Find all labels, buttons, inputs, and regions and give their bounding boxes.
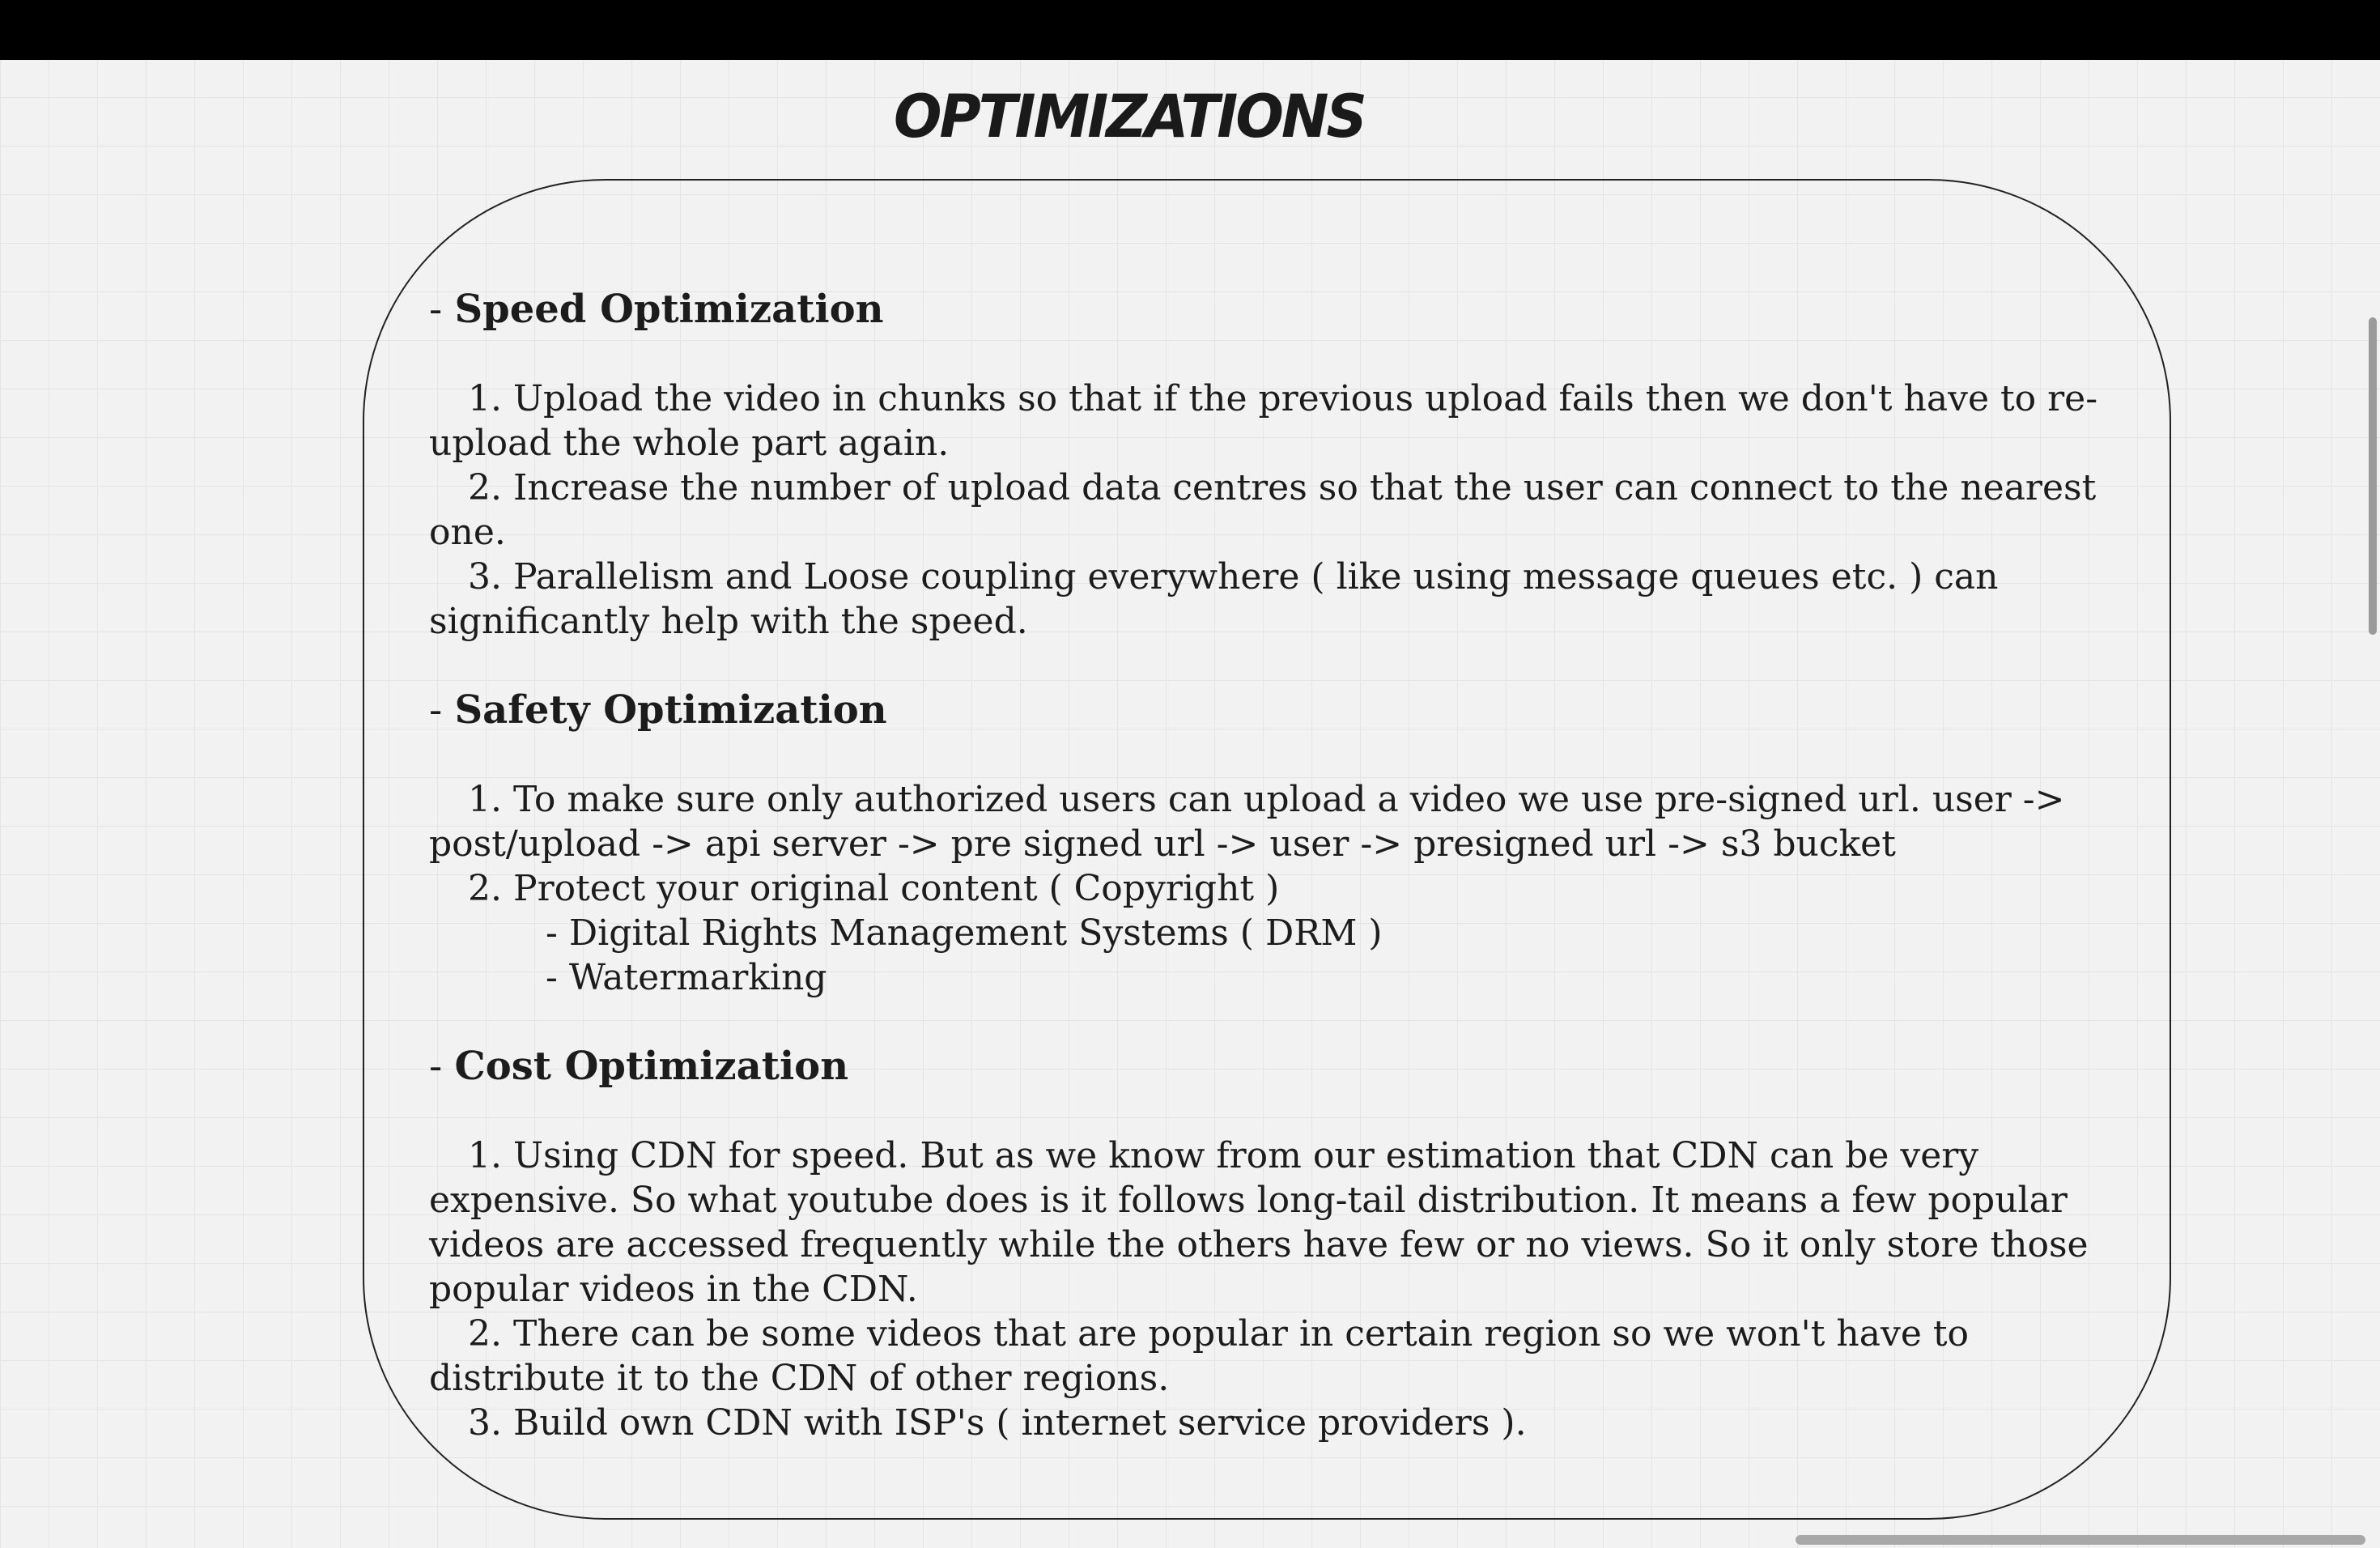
section-heading-safety: [429, 688, 2121, 733]
section-body-speed: [429, 376, 2121, 644]
list-item: 1. Using CDN for speed. But as we know from our estimation that CDN can be very expensive. So what youtube does is it follows long-tail distribution. It means a few popular videos are accessed frequently while the others have few or no views. So it only store those popular videos in the CDN.: [429, 1135, 2089, 1310]
horizontal-scrollbar[interactable]: [1796, 1535, 2365, 1545]
sub-list-item: - Watermarking: [546, 957, 827, 998]
section-heading-speed: [429, 287, 2121, 332]
list-item: 3. Parallelism and Loose coupling everywhere ( like using message queues etc. ) can significantly help with the speed.: [429, 556, 1999, 642]
list-item: 2. There can be some videos that are popular in certain region so we won't have to distribute it to the CDN of other regions.: [429, 1313, 1970, 1399]
list-item: 1. To make sure only authorized users can upload a video we use pre-signed url. user -> post/upload -> api server -> pre signed url -> user -> presigned url -> s3 bucket: [429, 779, 2065, 865]
vertical-scrollbar[interactable]: [2369, 317, 2377, 635]
list-item: 1. Upload the video in chunks so that if the previous upload fails then we don't have to re-upload the whole part again.: [429, 378, 2098, 464]
sub-list-item: - Digital Rights Management Systems ( DRM ): [546, 912, 1383, 954]
list-item: 3. Build own CDN with ISP's ( internet service providers ).: [468, 1402, 1527, 1444]
heading-text: Safety Optimization: [454, 687, 887, 733]
top-toolbar: [0, 0, 2380, 60]
heading-prefix: -: [429, 1044, 455, 1089]
list-item: 2. Protect your original content ( Copyright ): [468, 868, 1280, 909]
notes-text[interactable]: [429, 287, 2121, 1490]
board-title: OPTIMIZATIONS: [894, 81, 1365, 152]
list-item: 2. Increase the number of upload data centres so that the user can connect to the nearest one.: [429, 467, 2097, 553]
heading-prefix: -: [429, 287, 455, 332]
section-body-safety: [429, 777, 2121, 1000]
section-body-cost: [429, 1133, 2121, 1445]
heading-text: Cost Optimization: [454, 1044, 849, 1089]
heading-prefix: -: [429, 687, 455, 733]
section-heading-cost: [429, 1044, 2121, 1089]
heading-text: Speed Optimization: [454, 287, 884, 332]
